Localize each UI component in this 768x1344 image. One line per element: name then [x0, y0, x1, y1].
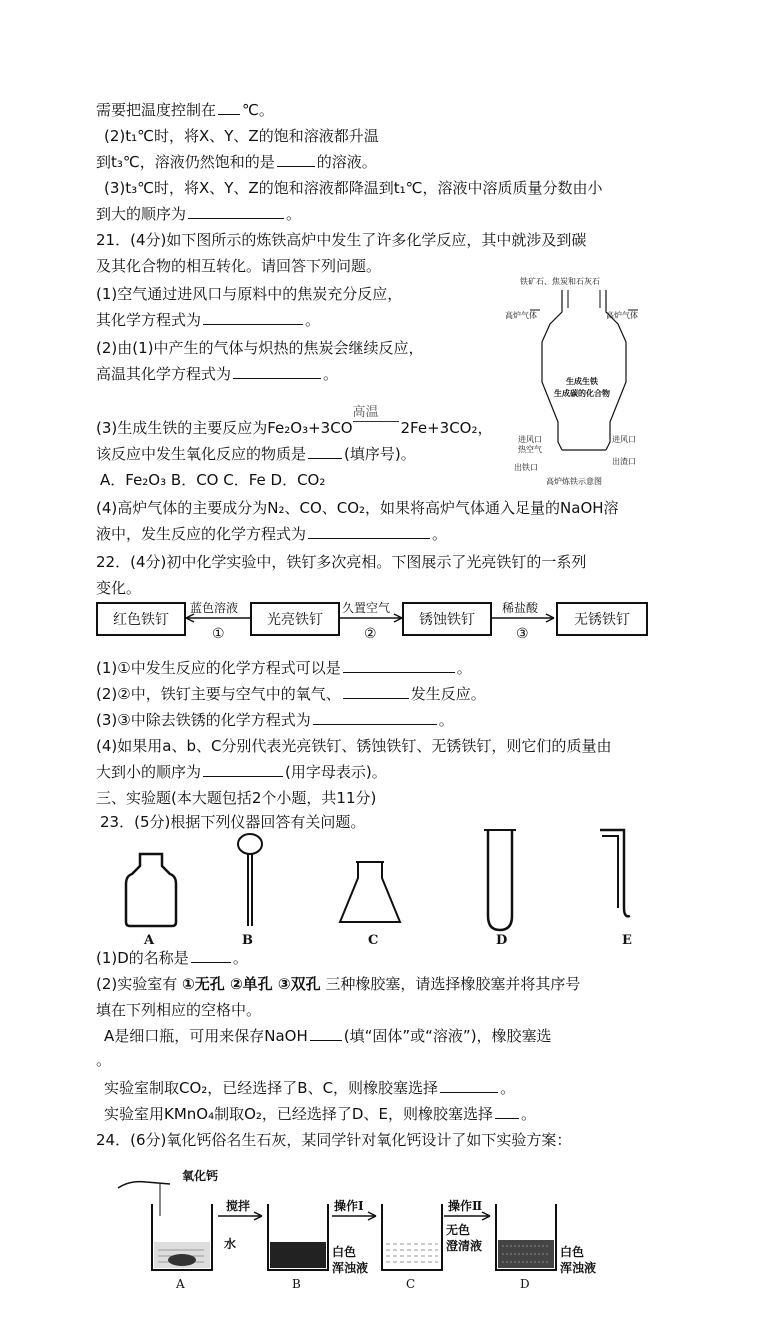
beaker-label-d: D: [520, 1277, 530, 1291]
d-label-2: 浑浊液: [560, 1261, 597, 1275]
cao-experiment-figure: [100, 1160, 620, 1296]
furnace-hot-air: 热空气: [518, 445, 542, 454]
text-line: (2)实验室有 ①无孔 ②单孔 ③双孔 三种橡胶塞，请选择橡胶塞并将其序号: [96, 975, 581, 993]
question-24-title: 24．(6分)氧化钙俗名生石灰，某同学针对氧化钙设计了如下实验方案：: [96, 1131, 572, 1149]
text-line: (4)高炉气体的主要成分为N₂、CO、CO₂，如果将高炉气体通入足量的NaOH溶: [96, 499, 619, 517]
beaker-label-a: A: [176, 1277, 185, 1291]
text-line: (2)由(1)中产生的气体与炽热的焦炭会继续反应，: [96, 339, 424, 357]
text-line: 。: [96, 1051, 112, 1069]
question-23-title: 23．(5分)根据下列仪器回答有关问题。: [100, 813, 366, 831]
answer-blank[interactable]: [188, 204, 284, 219]
answer-blank[interactable]: [310, 1026, 342, 1041]
nail-arrows: [180, 594, 560, 644]
text-line: 液中，发生反应的化学方程式为 。: [96, 525, 448, 543]
beaker-label-c: C: [406, 1277, 416, 1291]
label-b: B: [242, 933, 253, 948]
test-tube: [484, 830, 516, 930]
reaction-arrow: 高温: [353, 419, 401, 433]
op1-label: 操作Ⅰ: [334, 1199, 364, 1213]
furnace-gas-left: 高炉气体: [505, 311, 537, 320]
blast-furnace-diagram: [500, 272, 680, 492]
beaker-a: [152, 1204, 212, 1270]
text-line: (2)t₁℃时，将X、Y、Z的饱和溶液都升温: [104, 127, 379, 145]
furnace-center-line2: 生成碳的化合物: [554, 389, 610, 398]
text-line: (1)空气通过进风口与原料中的焦炭充分反应，: [96, 285, 403, 303]
gas-delivery-tube: [600, 830, 630, 916]
text-line: 实验室制取CO₂，已经选择了B、C，则橡胶塞选择 。: [104, 1079, 516, 1097]
text-line: 到t₃℃，溶液仍然饱和的是 的溶液。: [96, 153, 377, 171]
arrow-label-1: 蓝色溶液: [190, 601, 239, 615]
text-line: 变化。: [96, 579, 142, 597]
apparatus-figure: [110, 826, 670, 950]
text-line: A是细口瓶，可用来保存NaOH (填“固体”或“溶液”)，橡胶塞选: [104, 1027, 552, 1045]
text-line: (3)③中除去铁锈的化学方程式为 。: [96, 711, 454, 729]
text-line: (3)生成生铁的主要反应为Fe₂O₃+3CO 高温 2Fe+3CO₂，: [96, 405, 493, 437]
furnace-top-label: 铁矿石、焦炭和石灰石: [520, 277, 600, 286]
answer-blank[interactable]: [233, 364, 321, 379]
arrow-number-2: ②: [364, 626, 377, 642]
furnace-center-line1: 生成生铁: [566, 377, 598, 386]
answer-blank[interactable]: [308, 444, 342, 459]
text-line: 填在下列相应的空格中。: [96, 1001, 262, 1019]
answer-blank[interactable]: [277, 152, 315, 167]
beaker-b: [268, 1204, 328, 1270]
label-a: A: [144, 933, 155, 948]
arrow-number-3: ③: [516, 626, 529, 642]
answer-blank[interactable]: [203, 310, 303, 325]
furnace-inlet-right: 进风口: [612, 435, 636, 444]
b-label-1: 白色: [332, 1245, 357, 1259]
question-21-title: 21．(4分)如下图所示的炼铁高炉中发生了许多化学反应，其中就涉及到碳: [96, 231, 587, 249]
label-d: D: [496, 933, 508, 948]
b-label-2: 浑浊液: [332, 1261, 369, 1275]
question-22-title: 22．(4分)初中化学实验中，铁钉多次亮相。下图展示了光亮铁钉的一系列: [96, 553, 587, 571]
water-label: 水: [224, 1237, 237, 1251]
d-label-1: 白色: [560, 1245, 585, 1259]
beaker-c: [382, 1204, 442, 1270]
label-c: C: [368, 933, 379, 948]
arrow-label-2: 久置空气: [342, 601, 391, 615]
c-label-1: 无色: [446, 1223, 471, 1237]
answer-blank[interactable]: [313, 710, 437, 725]
text-line: (3)t₃℃时，将X、Y、Z的饱和溶液都降温到t₁℃，溶液中溶质质量分数由小: [104, 179, 603, 197]
answer-blank[interactable]: [440, 1078, 498, 1093]
text-line: 及其化合物的相互转化。请回答下列问题。: [96, 257, 382, 275]
answer-blank[interactable]: [495, 1104, 519, 1119]
narrow-bottle: [126, 854, 176, 926]
stir-label: 搅拌: [226, 1199, 251, 1213]
answer-blank[interactable]: [343, 684, 409, 699]
furnace-caption: 高炉炼铁示意图: [546, 477, 602, 486]
text-line: 实验室用KMnO₄制取O₂，已经选择了D、E，则橡胶塞选择 。: [104, 1105, 536, 1123]
text-line: 大到小的顺序为 (用字母表示)。: [96, 763, 387, 781]
beaker-d: [496, 1204, 556, 1270]
long-neck-funnel: [238, 834, 262, 926]
conical-flask: [340, 862, 400, 922]
answer-blank[interactable]: [203, 762, 283, 777]
c-label-2: 澄清液: [446, 1239, 483, 1253]
furnace-gas-right: 高炉气体: [606, 311, 638, 320]
text-line: (2)②中，铁钉主要与空气中的氧气、 发生反应。: [96, 685, 486, 703]
section-3-title: 三、实验题(本大题包括2个小题，共11分): [96, 789, 377, 807]
label-e: E: [622, 933, 632, 948]
text-line: 需要把温度控制在 ℃。: [96, 101, 274, 119]
answer-blank[interactable]: [191, 948, 231, 963]
furnace-slag-outlet: 出渣口: [612, 457, 636, 466]
beaker-label-b: B: [292, 1277, 301, 1291]
answer-blank[interactable]: [308, 524, 430, 539]
cao-label: 氧化钙: [182, 1169, 219, 1183]
text-line: (1)D的名称是 。: [96, 949, 248, 967]
nail-box-red: 红色铁钉: [96, 602, 186, 636]
options: A．Fe₂O₃ B．CO C．Fe D．CO₂: [100, 471, 326, 489]
text-line: 该反应中发生氧化反应的物质是 (填序号)。: [96, 445, 416, 463]
answer-blank[interactable]: [343, 658, 455, 673]
text-line: (1)①中发生反应的化学方程式可以是 。: [96, 659, 472, 677]
answer-blank[interactable]: [218, 100, 240, 115]
text-line: 其化学方程式为 。: [96, 311, 321, 329]
nail-box-rustless: 无锈铁钉: [556, 602, 648, 636]
text-line: 到大的顺序为 。: [96, 205, 302, 223]
text-line: (4)如果用a、b、C分别代表光亮铁钉、锈蚀铁钉、无锈铁钉，则它们的质量由: [96, 737, 612, 755]
furnace-inlet-left: 进风口: [518, 435, 542, 444]
arrow-number-1: ①: [212, 626, 225, 642]
furnace-iron-outlet: 出铁口: [514, 463, 538, 472]
op2-label: 操作Ⅱ: [448, 1199, 483, 1213]
nail-box-shiny: 光亮铁钉: [250, 602, 340, 636]
nail-box-rusty: 锈蚀铁钉: [402, 602, 492, 636]
text-line: 高温其化学方程式为 。: [96, 365, 339, 383]
arrow-label-3: 稀盐酸: [502, 601, 539, 615]
